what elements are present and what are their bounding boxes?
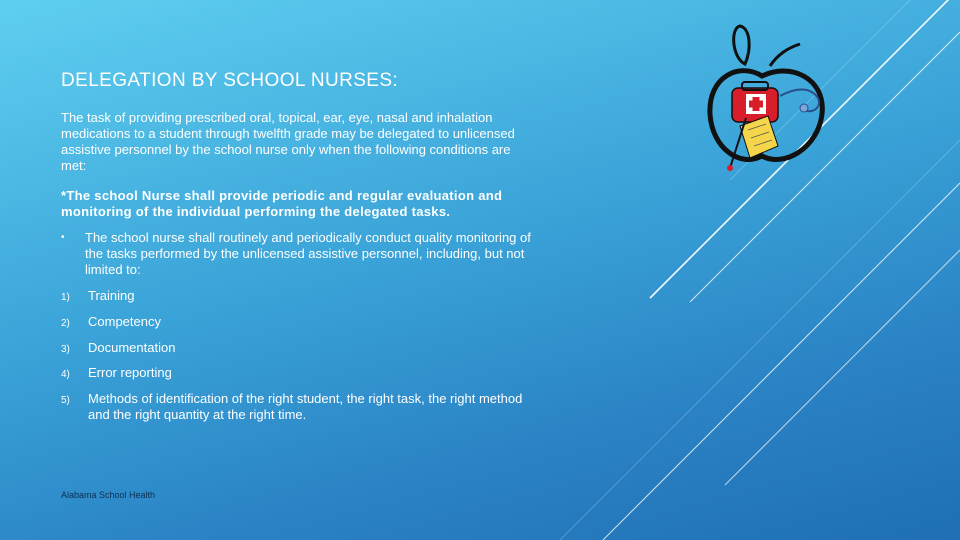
- apple-nurse-logo-icon: [700, 18, 835, 178]
- list-item: [61, 391, 541, 423]
- list-number: 3): [61, 344, 70, 355]
- list-text: Methods of identification of the right student, the right task, the right method and the right quantity at the right time.: [88, 391, 523, 422]
- bullet-marker: •: [61, 232, 65, 243]
- footer-source: Alabama School Health: [61, 490, 156, 500]
- list-item: [61, 288, 134, 306]
- intro-paragraph: The task of providing prescribed oral, topical, ear, eye, nasal and inhalation medications to a student through twelfth grade may be delegated to unlicensed assistive personnel by the school nurse only when the following conditions are met:: [61, 110, 515, 173]
- list-item: [61, 314, 161, 332]
- list-text: Documentation: [88, 340, 176, 355]
- bullet-item: [61, 230, 531, 278]
- emphasis-paragraph: *The school Nurse shall provide periodic and regular evaluation and monitoring of the individual performing the delegated tasks.: [61, 188, 503, 219]
- list-item: [61, 340, 175, 358]
- list-item: [61, 365, 172, 383]
- list-text: Competency: [88, 314, 161, 329]
- list-number: 1): [61, 292, 70, 303]
- list-text: Error reporting: [88, 365, 172, 380]
- list-number: 5): [61, 395, 70, 406]
- list-number: 4): [61, 369, 70, 380]
- slide-title: DELEGATION BY SCHOOL NURSES:: [61, 70, 399, 91]
- bullet-text: The school nurse shall routinely and periodically conduct quality monitoring of the tasks performed by the unlicensed assistive personnel, including, but not limited to:: [85, 230, 531, 277]
- list-text: Training: [88, 288, 135, 303]
- list-number: 2): [61, 318, 70, 329]
